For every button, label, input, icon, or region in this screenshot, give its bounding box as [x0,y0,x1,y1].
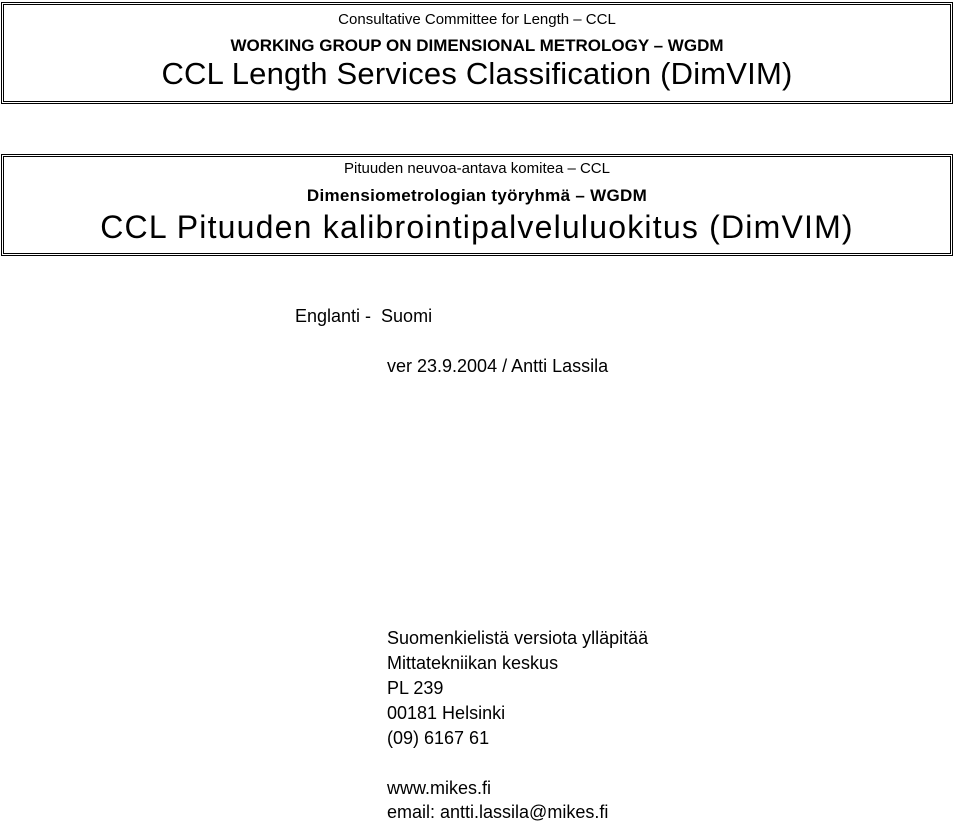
website-link[interactable]: www.mikes.fi [387,778,492,798]
document-title-en: CCL Length Services Classification (DimVIM) [161,56,793,91]
finnish-title-box [1,154,953,256]
po-box: PL 239 [387,678,444,698]
working-group-fi: Dimensiometrologian työryhmä – WGDM [306,186,648,205]
postal-address: 00181 Helsinki [387,703,506,723]
committee-name-fi: Pituuden neuvoa-antava komitea – CCL [343,160,610,177]
committee-name-en: Consultative Committee for Length – CCL [338,11,616,28]
contact-block [387,626,648,823]
maintainer-text: Suomenkielistä versiota ylläpitää [387,628,649,648]
language-pair: Englanti - Suomi [295,306,433,326]
organization-name: Mittatekniikan keskus [387,653,559,673]
email-link[interactable]: email: antti.lassila@mikes.fi [387,802,609,822]
phone-number: (09) 6167 61 [387,728,490,748]
working-group-en: WORKING GROUP ON DIMENSIONAL METROLOGY – WGDM [230,36,724,55]
version-info: ver 23.9.2004 / Antti Lassila [387,356,609,376]
english-title-box [1,2,953,104]
document-title-fi: CCL Pituuden kalibrointipalveluluokitus (DimVIM) [100,209,854,245]
